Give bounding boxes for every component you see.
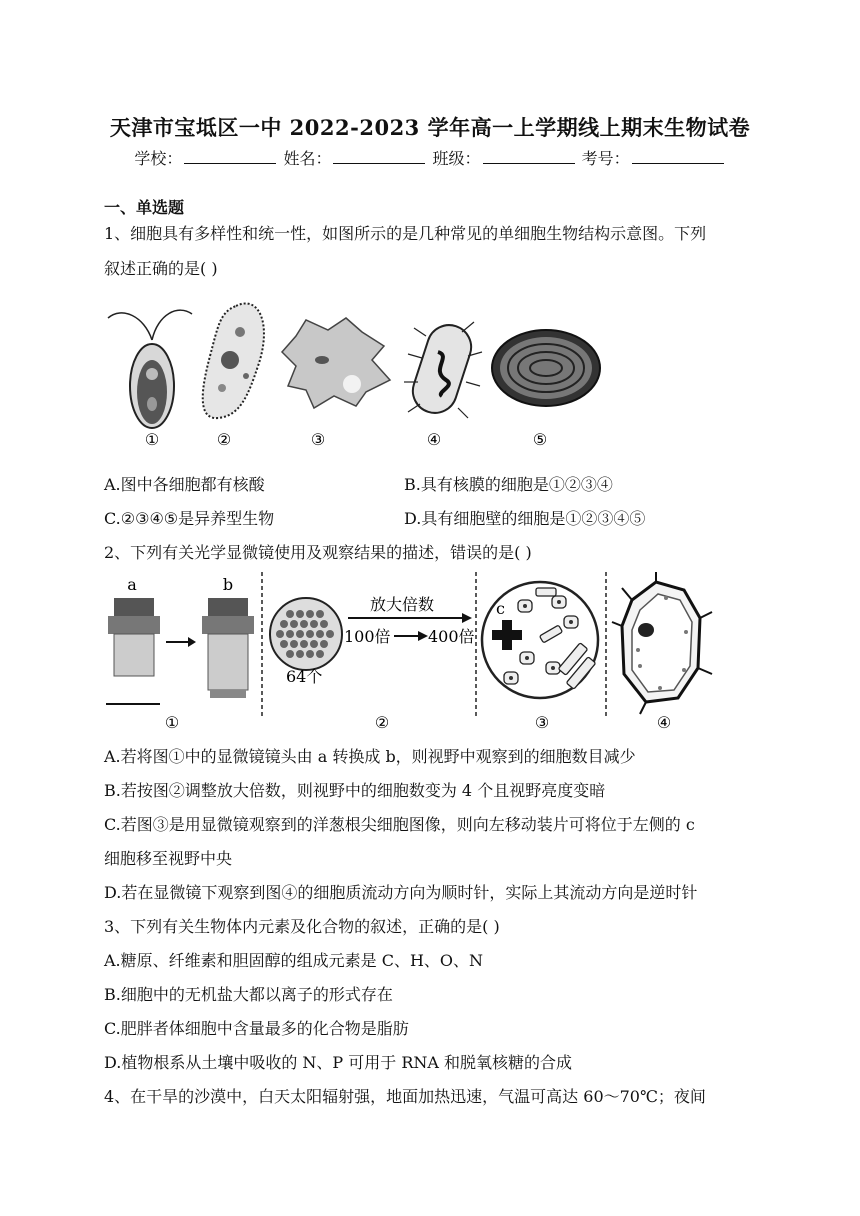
chlamydomonas-illustration (108, 310, 192, 428)
q3-option-b[interactable]: B.细胞中的无机盐大都以离子的形式存在 (104, 985, 393, 1004)
arrow-icon (166, 637, 196, 647)
school-label: 学校： (134, 149, 183, 168)
magnify-title: 放大倍数 (370, 595, 435, 614)
q1-option-a[interactable]: A.图中各细胞都有核酸 (104, 475, 265, 494)
lens-a-label: a (127, 575, 137, 594)
q2-option-b[interactable]: B.若按图②调整放大倍数，则视野中的细胞数变为 4 个且视野亮度变暗 (104, 781, 606, 800)
q1-stem-line2: 叙述正确的是( ) (104, 259, 218, 278)
q1-stem-line1: 1、细胞具有多样性和统一性，如图所示的是几种常见的单细胞生物结构示意图。下列 (104, 224, 707, 243)
q2-fig-label-4: ④ (656, 713, 672, 732)
q1-option-d[interactable]: D.具有细胞壁的细胞是①②③④⑤ (404, 509, 646, 528)
q2-figure (100, 570, 720, 735)
q2-option-d[interactable]: D.若在显微镜下观察到图④的细胞质流动方向为顺时针，实际上其流动方向是逆时针 (104, 883, 698, 902)
bacterium-illustration (404, 319, 482, 418)
q1-option-b[interactable]: B.具有核膜的细胞是①②③④ (404, 475, 613, 494)
objective-lens-a (106, 598, 160, 704)
objective-lens-b (202, 598, 254, 698)
q1-fig-label-1: ① (144, 430, 160, 449)
q3-option-d[interactable]: D.植物根系从土壤中吸收的 N、P 可用于 RNA 和脱氧核糖的合成 (104, 1053, 573, 1072)
q2-stem: 2、下列有关光学显微镜使用及观察结果的描述，错误的是( ) (104, 543, 532, 562)
field-of-view-64-cells (270, 598, 342, 670)
number-label: 考号： (581, 149, 630, 168)
q3-option-a[interactable]: A.糖原、纤维素和胆固醇的组成元素是 C、H、O、N (104, 951, 484, 970)
cell-c-label: c (496, 599, 505, 618)
name-label: 姓名： (283, 149, 332, 168)
q1-figure (100, 296, 620, 456)
q4-stem: 4、在干旱的沙漠中，白天太阳辐射强，地面加热迅速，气温可高达 60～70℃；夜间 (104, 1087, 706, 1106)
q1-fig-label-2: ② (216, 430, 232, 449)
cell-count-label: 64个 (286, 667, 323, 686)
mag-arrow-icon (394, 631, 428, 641)
q2-option-c-line1[interactable]: C.若图③是用显微镜观察到的洋葱根尖细胞图像，则向左移动装片可将位于左侧的 c (104, 815, 695, 834)
mag-to-label: 400倍 (428, 627, 475, 646)
q3-option-c[interactable]: C.肥胖者体细胞中含量最多的化合物是脂肪 (104, 1019, 409, 1038)
paramecium-illustration (203, 303, 264, 418)
q2-option-a[interactable]: A.若将图①中的显微镜镜头由 a 转换成 b，则视野中观察到的细胞数目减少 (104, 747, 636, 766)
lens-b-label: b (222, 575, 234, 594)
q2-fig-label-3: ③ (534, 713, 550, 732)
q3-stem: 3、下列有关生物体内元素及化合物的叙述，正确的是( ) (104, 917, 500, 936)
magnify-arrow-icon (348, 613, 472, 623)
q2-option-c-line2[interactable]: 细胞移至视野中央 (104, 849, 233, 868)
plant-cell-illustration (612, 572, 712, 714)
q1-fig-label-5: ⑤ (532, 430, 548, 449)
name-blank[interactable] (333, 149, 425, 164)
q2-fig-label-2: ② (374, 713, 390, 732)
q2-fig-label-1: ① (164, 713, 180, 732)
exam-title: 天津市宝坻区一中 2022-2023 学年高一上学期线上期末生物试卷 (109, 115, 751, 140)
q1-option-c[interactable]: C.②③④⑤是异养型生物 (104, 509, 275, 528)
cyanobacterium-illustration (492, 330, 600, 406)
q1-fig-label-3: ③ (310, 430, 326, 449)
section-heading: 一、单选题 (104, 198, 185, 217)
class-blank[interactable] (483, 149, 575, 164)
amoeba-illustration (282, 318, 390, 408)
number-blank[interactable] (632, 149, 724, 164)
school-blank[interactable] (184, 149, 276, 164)
mag-from-label: 100倍 (344, 627, 391, 646)
q1-fig-label-4: ④ (426, 430, 442, 449)
student-info-line (0, 146, 860, 169)
class-label: 班级： (432, 149, 481, 168)
